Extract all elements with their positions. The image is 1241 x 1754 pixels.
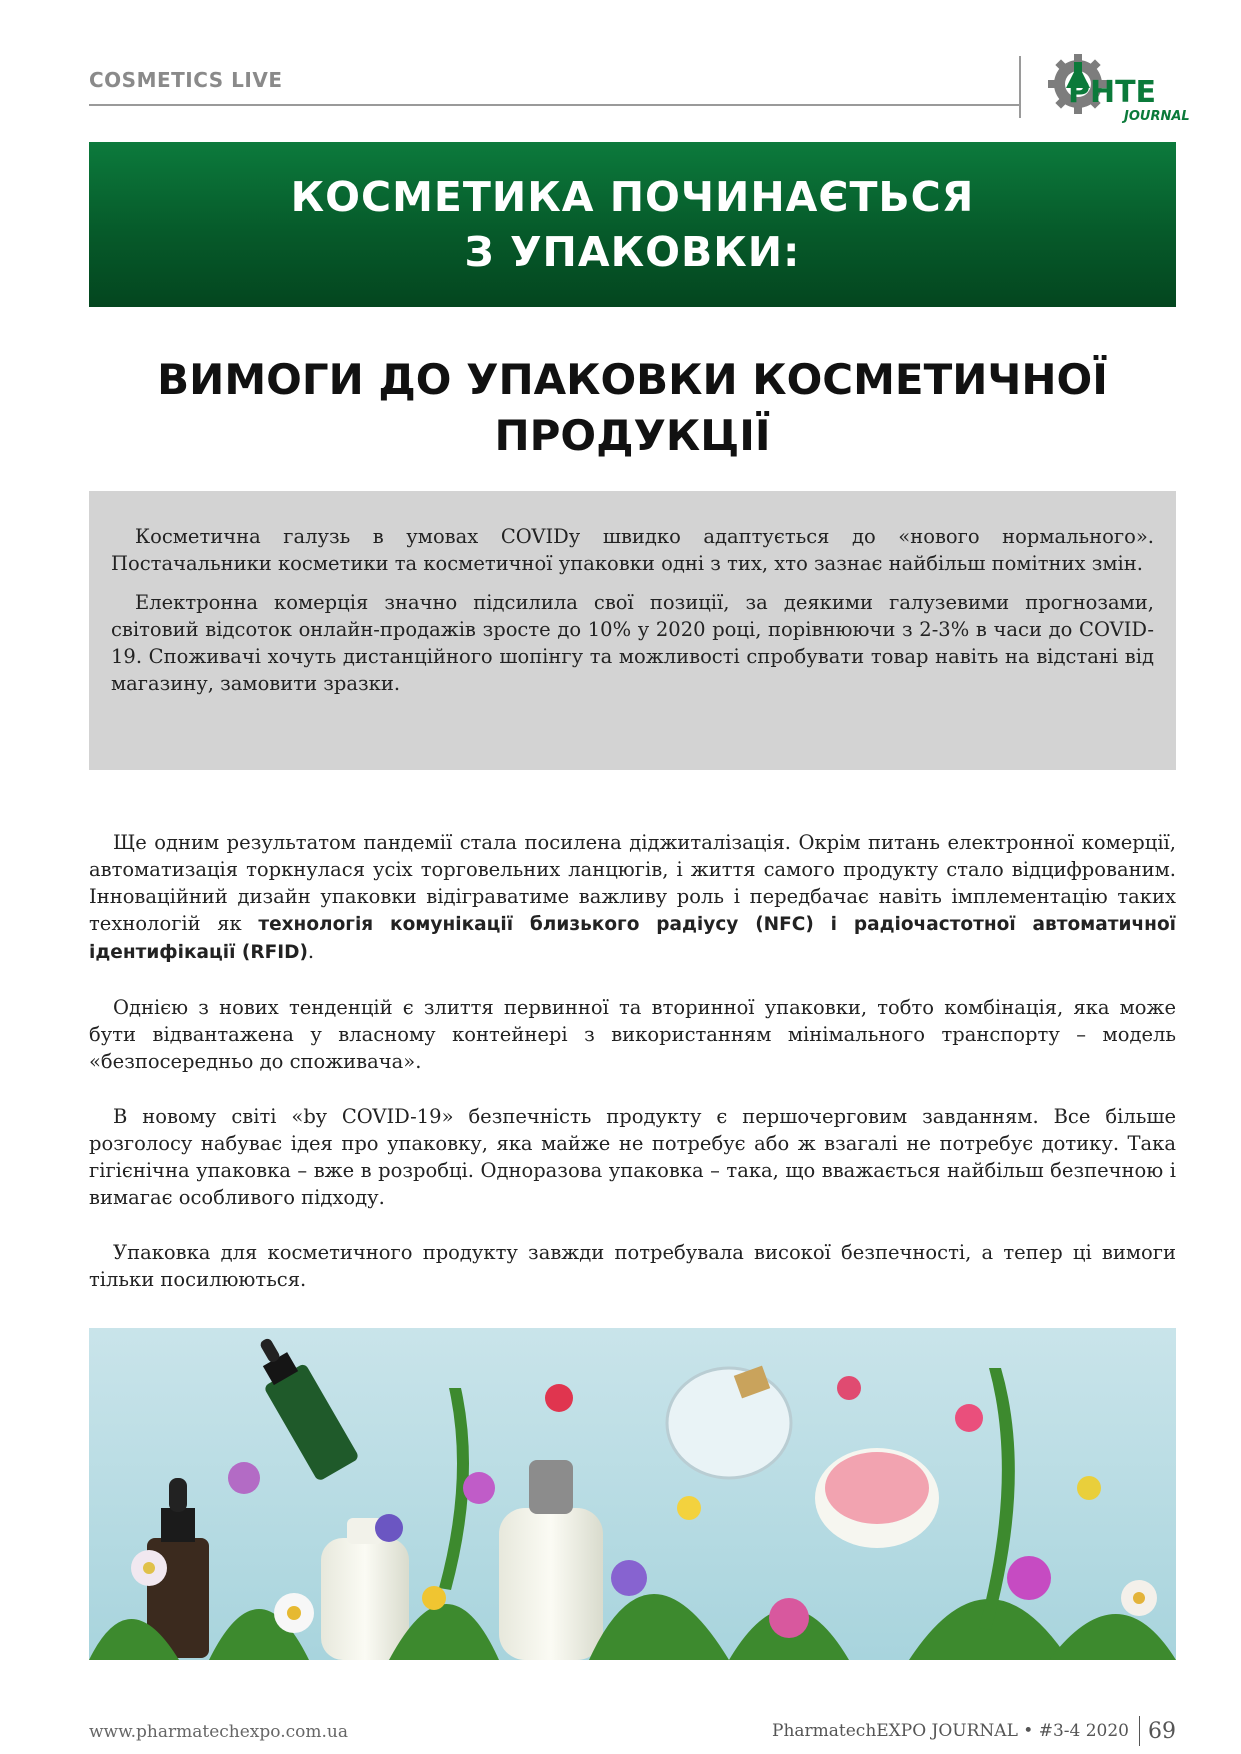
body-paragraph-3: В новому світі «by COVID-19» безпечність продукту є першочерговим завданням. Все більше розголосу набуває ідея про упаковку, яка майже не потребує або ж взагалі не потребує дотику. Така гігієнічна упаковка – вже в розробці. Одноразова упаковка – така, що вважається найбільш безпечною і вимагає особливого підходу. <box>89 1105 1176 1209</box>
page-number: 69 <box>1148 1718 1176 1744</box>
subtitle-line-2: ПРОДУКЦІЇ <box>494 411 771 460</box>
footer-divider <box>1139 1716 1140 1746</box>
title-line-2: З УПАКОВКИ: <box>464 227 801 276</box>
section-label: COSMETICS LIVE <box>89 68 283 92</box>
footer-journal-info <box>772 1716 1176 1746</box>
intro-paragraph-2: Електронна комерція значно підсилила свої позиції, за деякими галузевими прогнозами, світовий відсоток онлайн-продажів зросте до 10% у 2020 році, порівнюючи з 2-3% в часи до COVID-19. Споживачі хочуть дистанційного шопінгу та можливості спробувати товар навіть на відстані від магазину, замовити зразки. <box>111 591 1154 695</box>
body-paragraph-4: Упаковка для косметичного продукту завжди потребувала високої безпечності, а тепер ці вимоги тільки посилюються. <box>89 1241 1176 1291</box>
intro-box <box>89 491 1176 770</box>
body-paragraph-2: Однією з нових тенденцій є злиття первинної та вторинної упаковки, тобто комбінація, яка може бути відвантажена у власному контейнері з використанням мінімального транспорту – модель «безпосередньо до споживача». <box>89 996 1176 1073</box>
article-body <box>89 829 1176 1321</box>
header-divider <box>1019 56 1021 118</box>
header-rule <box>89 104 1021 106</box>
title-banner <box>89 142 1176 307</box>
logo-subtext: JOURNAL <box>1124 109 1190 124</box>
cosmetics-flowers-photo <box>89 1328 1176 1660</box>
title-line-1: КОСМЕТИКА ПОЧИНАЄТЬСЯ <box>290 172 975 221</box>
body-paragraph-1-end: . <box>307 940 315 963</box>
page-title <box>291 170 975 280</box>
footer-journal: PharmatechEXPO JOURNAL • #3-4 2020 <box>772 1721 1129 1741</box>
intro-paragraph-1: Косметична галузь в умовах COVIDу швидко адаптується до «нового нормального». Постачальники косметики та косметичної упаковки одні з тих, хто зазнає найбільш помітних змін. <box>111 525 1154 575</box>
logo-text: PHTE <box>1068 75 1157 110</box>
body-paragraph-1-text: Ще одним результатом пандемії стала посилена діджиталізація. Окрім питань електронної комерції, автоматизація торкнулася усіх торговельних ланцюгів, і життя самого продукту стало відцифрованим. Інноваційний дизайн упаковки відіграватиме важливу роль і передбачає навіть імплементацію таких технологій як <box>89 831 1176 935</box>
photo-illustration <box>89 1328 1176 1660</box>
body-paragraph-1 <box>89 829 1176 966</box>
subtitle-line-1: ВИМОГИ ДО УПАКОВКИ КОСМЕТИЧНОЇ <box>157 355 1108 404</box>
body-paragraph-1-bold: технологія комунікації близького радіусу (NFC) і радіочастотної автоматичної ідентифікації (RFID) <box>89 914 1176 963</box>
footer-url: www.pharmatechexpo.com.ua <box>89 1722 348 1742</box>
journal-logo <box>1048 48 1190 124</box>
pink-salt-bowl <box>815 1448 939 1548</box>
article-subtitle <box>89 352 1176 464</box>
perfume-bottle <box>667 1366 791 1478</box>
